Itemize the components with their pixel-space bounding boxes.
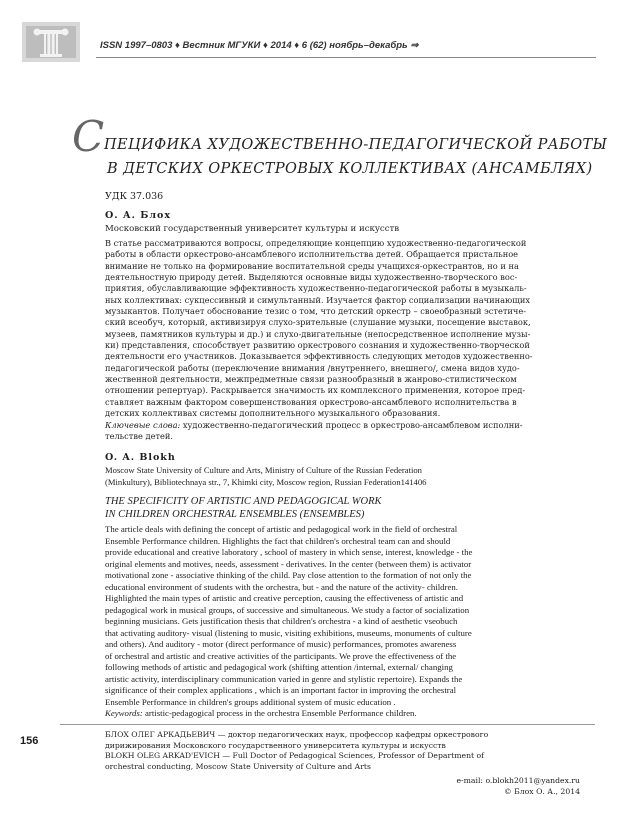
- title-line-2: В ДЕТСКИХ ОРКЕСТРОВЫХ КОЛЛЕКТИВАХ (АНСАМБЛЯХ): [107, 161, 593, 177]
- ru-keywords-text-cont: тельстве детей.: [105, 431, 174, 442]
- en-title-line-2: IN CHILDREN ORCHESTRAL ENSEMBLES (ENSEMBLES): [105, 509, 365, 520]
- journal-issue: 6 (62) ноябрь–декабрь: [301, 40, 408, 51]
- abstract-line: and others). And auditory - motor (direct performance of music) performances, promotes awareness: [105, 639, 457, 649]
- abstract-line: ных коллективах: сукцессивный и симультанный. Изучается фактор социализации начинающих: [105, 294, 531, 305]
- en-affiliation: [105, 465, 575, 488]
- ru-abstract: [105, 238, 575, 420]
- abstract-line: educational environment of students with the orchestra, but - and the nature of the activity- children.: [105, 581, 458, 592]
- abstract-line: музыкантов. Получает обоснование тезис о том, что детский оркестр – своеобразный эстетиче-: [105, 306, 527, 317]
- en-affiliation-line: (Minkultury), Bibliotechnaya str., 7, Khimki city, Moscow region, Russian Federation141406: [105, 476, 427, 487]
- abstract-line: that activating auditory- visual (listening to music, visiting exhibitions, museums, monuments of culture: [105, 627, 472, 638]
- separator-bullet: ♦: [263, 40, 268, 51]
- journal-logo: [22, 22, 80, 62]
- abstract-line: of orchestral and artistic and creative activities of the participants. We prove the effectiveness of the: [105, 650, 457, 661]
- contact-block: [380, 776, 580, 797]
- en-abstract: [105, 524, 575, 708]
- author-info-ru: БЛОХ ОЛЕГ АРКАДЬЕВИЧ — доктор педагогических наук, профессор кафедры оркестрового: [105, 730, 489, 739]
- abstract-line: педагогической работы (переключение внимания /внутреннего, внешнего/, смена видов худо-: [105, 362, 520, 373]
- abstract-line: музеев, памятников культуры и др.) и слухо-двигательные (непосредственное исполнение музы-: [105, 328, 531, 339]
- ru-affiliation: Московский государственный университет культуры и искусств: [105, 224, 400, 234]
- abstract-line: significance of their complex applications , which is an important factor in improving the orchestral: [105, 685, 457, 695]
- running-header: [100, 40, 418, 51]
- abstract-line: following methods of artistic and pedagogical work (shifting attention /internal, external/ changing: [105, 662, 453, 672]
- ru-keywords-text: художественно-педагогический процесс в оркестрово-ансамблевом исполни-: [182, 420, 523, 430]
- page-number: 156: [20, 735, 39, 747]
- separator-bullet: ♦: [175, 40, 180, 51]
- abstract-line: Highlighted the main types of artistic and creative perception, causing the effectiveness of artistic and: [105, 593, 464, 603]
- author-info-en: BLOKH OLEG ARKAD'EVICH — Full Doctor of Pedagogical Sciences, Professor of Department of: [105, 751, 485, 760]
- abstract-line: pedagogical work in musical groups, of successive and simultaneous. We study a factor of socialization: [105, 604, 470, 615]
- abstract-line: деятельности его участников. Доказывается эффективность следующих методов художественно-: [105, 351, 533, 362]
- abstract-line: ки) представления, способствует развитию оркестрового сознания и художественно-творческой: [105, 340, 530, 351]
- abstract-line: beginning musicians. Gets justification thesis that children's orchestra - a kind of aesthetic vseobuch: [105, 616, 458, 626]
- ru-keywords-label: Ключевые слова:: [105, 420, 181, 430]
- issn: ISSN 1997–0803: [100, 40, 173, 51]
- abstract-line: работы в области оркестрово-ансамблевого исполнительства детей. Обращается пристальное: [105, 249, 519, 260]
- title-line-1: ПЕЦИФИКА ХУДОЖЕСТВЕННО-ПЕДАГОГИЧЕСКОЙ РАБОТЫ: [104, 137, 608, 153]
- abstract-line: motivational zone - associative thinking of the child. Pay close attention to the formation of not only the: [105, 570, 472, 580]
- ru-author-name: О. А. Блох: [105, 210, 172, 221]
- abstract-line: provide educational and creative laboratory , school of mastery in which sense, interest, knowledge - the: [105, 547, 473, 557]
- author-info-en: orchestral conducting, Moscow State University of Culture and Arts: [105, 761, 371, 771]
- abstract-line: детских коллективах системы дополнительного музыкального образования.: [105, 408, 441, 419]
- abstract-line: Ensemble Performance in children's groups additional system of music education .: [105, 696, 396, 707]
- abstract-line: artistic activity, interdisciplinary communication varied in genre and stylistic repertoire). Expands the: [105, 673, 463, 684]
- abstract-line: ский всеобуч, который, активизируя слухо-зрительные (слушание музыки, посещение выставок,: [105, 317, 531, 328]
- abstract-line: The article deals with defining the concept of artistic and pedagogical work in the field of orchestral: [105, 524, 458, 534]
- en-keywords: [105, 708, 575, 720]
- en-affiliation-line: Moscow State University of Culture and Arts, Ministry of Culture of the Russian Federation: [105, 465, 422, 475]
- abstract-line: Ensemble Performance children. Highlights the fact that children's orchestral team can and should: [105, 535, 451, 546]
- udk-code: УДК 37.036: [105, 191, 164, 202]
- copyright: © Блох О. А., 2014: [504, 786, 580, 796]
- journal-year: 2014: [270, 40, 292, 51]
- ru-keywords: [105, 420, 575, 443]
- en-title-line-1: THE SPECIFICITY OF ARTISTIC AND PEDAGOGICAL WORK: [105, 496, 382, 507]
- author-email: e-mail: o.blokh2011@yandex.ru: [456, 776, 580, 785]
- header-rule: [96, 57, 596, 58]
- abstract-line: жественной деятельности, межпредметные связи разнообразный в жанрово-стилистическом: [105, 374, 517, 385]
- author-info: [105, 730, 585, 772]
- en-author-name: O. A. Blokh: [105, 452, 176, 463]
- column-emblem-icon: [22, 22, 80, 62]
- abstract-line: приятия, обуславливающие эффективность художественно-педагогической работы в музыкаль-: [105, 283, 527, 294]
- abstract-line: деятельностную природу детей. Выделяются основные виды художественно-творческого вос-: [105, 272, 518, 283]
- arrow-icon: ⇒: [410, 40, 419, 51]
- abstract-line: original elements and motives, needs, assessment - derivatives. In the center (between them) is activator: [105, 558, 472, 569]
- journal-name: Вестник МГУКИ: [182, 40, 261, 51]
- author-info-ru: дирижирования Московского государственного университета культуры и искусств: [105, 740, 446, 750]
- title-dropcap: С: [72, 112, 105, 161]
- en-keywords-label: Keywords:: [105, 708, 143, 718]
- en-title: [105, 495, 382, 521]
- abstract-line: отношении репертуар). Раскрывается значимость их комплексного применения, которое пред-: [105, 385, 526, 396]
- abstract-line: внимание не только на формирование воспитательной среды учащихся-оркестрантов, но и на: [105, 260, 519, 271]
- separator-bullet: ♦: [294, 40, 300, 51]
- abstract-line: ставляет важным фактором совершенствования оркестрово-ансамблевого исполнительства в: [105, 396, 517, 407]
- en-keywords-text: artistic-pedagogical process in the orchestra Ensemble Performance children.: [145, 708, 417, 718]
- abstract-line: В статье рассматриваются вопросы, определяющие концепцию художественно-педагогической: [105, 238, 527, 248]
- footer-rule: [60, 724, 595, 725]
